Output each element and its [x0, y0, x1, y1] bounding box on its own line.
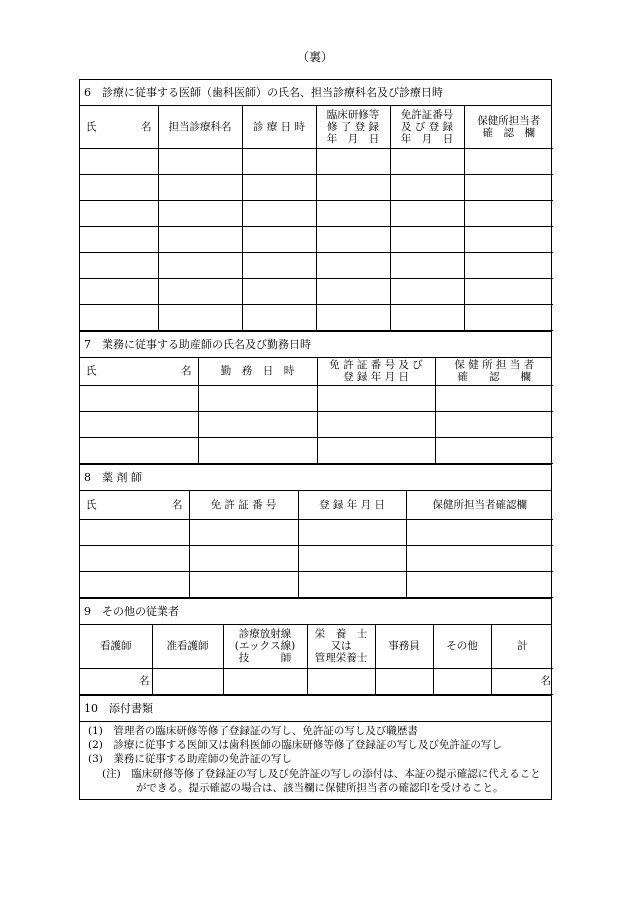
table-row — [80, 174, 553, 200]
cell-license[interactable] — [189, 545, 298, 571]
cell-health-check[interactable] — [406, 519, 553, 545]
unit-label: 名 — [540, 675, 551, 688]
cell-name[interactable] — [80, 278, 158, 304]
cell-schedule[interactable] — [242, 148, 316, 174]
cell-dept[interactable] — [158, 148, 242, 174]
cell-health-check[interactable] — [464, 252, 553, 278]
cell-license[interactable] — [390, 200, 464, 226]
count-xray-tech[interactable] — [223, 669, 307, 695]
table-row — [80, 545, 553, 571]
cell-name[interactable] — [80, 386, 198, 412]
cell-health-check[interactable] — [464, 278, 553, 304]
header-diet-line3: 管理栄養士 — [314, 652, 368, 665]
header-training-line1: 臨床研修等 — [326, 108, 380, 121]
header-total: 計 — [491, 625, 553, 669]
cell-training-date[interactable] — [316, 278, 390, 304]
cell-dept[interactable] — [158, 278, 242, 304]
header-dietitian — [307, 625, 375, 669]
cell-dept[interactable] — [158, 174, 242, 200]
cell-training-date[interactable] — [316, 200, 390, 226]
table-row — [80, 386, 553, 412]
cell-dept[interactable] — [158, 304, 242, 330]
header-diet-line2: 又は — [330, 640, 352, 653]
header-name: 氏 名 — [80, 358, 198, 386]
header-schedule: 診 療 日 時 — [242, 106, 316, 148]
table-row — [80, 519, 553, 545]
cell-license[interactable] — [390, 174, 464, 200]
header-hours: 勤 務 日 時 — [198, 358, 317, 386]
count-dietitian[interactable] — [307, 669, 375, 695]
cell-dept[interactable] — [158, 226, 242, 252]
cell-training-date[interactable] — [316, 252, 390, 278]
header-dept: 担当診療科名 — [158, 106, 242, 148]
header-reg-date: 登 録 年 月 日 — [298, 491, 406, 519]
header-health-check: 保健所担当者確認欄 — [406, 491, 553, 519]
section-midwives-title: 7 業務に従事する助産師の氏名及び勤務日時 — [80, 332, 551, 358]
cell-license[interactable] — [390, 278, 464, 304]
count-other[interactable] — [433, 669, 491, 695]
cell-health-check[interactable] — [406, 545, 553, 571]
cell-health-check[interactable] — [464, 148, 553, 174]
cell-reg-date[interactable] — [298, 545, 406, 571]
other-staff-table — [80, 625, 553, 696]
header-license-line3: 年 月 日 — [400, 132, 454, 145]
cell-hours[interactable] — [198, 438, 317, 464]
cell-name[interactable] — [80, 438, 198, 464]
header-training-date — [316, 106, 390, 148]
header-health-line2: 確 認 欄 — [482, 126, 535, 139]
header-license: 免 許 証 番 号 — [189, 491, 298, 519]
cell-name[interactable] — [80, 174, 158, 200]
header-xray-line2: (エックス線) — [234, 640, 296, 653]
header-other: その他 — [433, 625, 491, 669]
header-xray-tech — [223, 625, 307, 669]
cell-hours[interactable] — [198, 412, 317, 438]
form-frame — [79, 79, 552, 800]
header-license — [317, 358, 435, 386]
cell-health-check[interactable] — [435, 438, 553, 464]
header-training-line2: 修 了 登 録 — [326, 120, 379, 133]
pharmacists-table — [80, 491, 553, 598]
cell-name[interactable] — [80, 304, 158, 330]
header-name: 氏 名 — [80, 106, 158, 148]
cell-name[interactable] — [80, 252, 158, 278]
cell-schedule[interactable] — [242, 252, 316, 278]
count-assoc-nurse[interactable] — [152, 669, 223, 695]
cell-name[interactable] — [80, 412, 198, 438]
table-row — [80, 200, 553, 226]
cell-name[interactable] — [80, 200, 158, 226]
header-license-line1: 免 許 証 番 号 及 び — [329, 359, 423, 372]
cell-training-date[interactable] — [316, 304, 390, 330]
header-health-check — [464, 106, 553, 148]
cell-health-check[interactable] — [406, 571, 553, 597]
cell-health-check[interactable] — [464, 304, 553, 330]
table-row — [80, 304, 553, 330]
cell-schedule[interactable] — [242, 304, 316, 330]
cell-license[interactable] — [390, 226, 464, 252]
header-health-check — [435, 358, 553, 386]
header-clerk: 事務員 — [375, 625, 433, 669]
table-row — [80, 438, 553, 464]
header-diet-line1: 栄 養 士 — [314, 628, 368, 641]
header-health-line1: 保 健 所 担 当 者 — [454, 359, 535, 372]
cell-license[interactable] — [189, 571, 298, 597]
attachment-note: (注) 臨床研修等修了登録証の写し及び免許証の写しの添付は、本証の提示確認に代えることができる。提示確認の場合は、該当欄に保健所担当者の確認印を受けること。 — [102, 767, 541, 794]
section-attachments-title: 10 添付書類 — [80, 696, 551, 722]
cell-hours[interactable] — [198, 386, 317, 412]
header-health-line1: 保健所担当者 — [477, 114, 541, 127]
cell-training-date[interactable] — [316, 174, 390, 200]
section-doctors-title: 6 診療に従事する医師（歯科医師）の氏名、担当診療科名及び診療日時 — [80, 80, 551, 106]
cell-license[interactable] — [390, 252, 464, 278]
cell-health-check[interactable] — [464, 200, 553, 226]
attachment-item-2: (2) 診療に従事する医師又は歯科医師の臨床研修等修了登録証の写し及び免許証の写し — [88, 739, 502, 752]
table-row — [80, 669, 553, 695]
attachment-item-1: (1) 管理者の臨床研修等修了登録証の写し、免許証の写し及び職歴書 — [88, 725, 418, 737]
cell-name[interactable] — [80, 226, 158, 252]
count-clerk[interactable] — [375, 669, 433, 695]
cell-health-check[interactable] — [435, 386, 553, 412]
cell-schedule[interactable] — [242, 278, 316, 304]
section-midwives — [80, 332, 551, 466]
count-nurse[interactable] — [80, 669, 152, 695]
table-row — [80, 278, 553, 304]
cell-health-check[interactable] — [464, 226, 553, 252]
cell-license[interactable] — [317, 386, 435, 412]
cell-license[interactable] — [390, 304, 464, 330]
cell-dept[interactable] — [158, 252, 242, 278]
table-row — [80, 226, 553, 252]
cell-dept[interactable] — [158, 200, 242, 226]
header-assoc-nurse: 准看護師 — [152, 625, 223, 669]
cell-training-date[interactable] — [316, 226, 390, 252]
cell-reg-date[interactable] — [298, 571, 406, 597]
table-row — [80, 571, 553, 597]
cell-reg-date[interactable] — [298, 519, 406, 545]
cell-training-date[interactable] — [316, 148, 390, 174]
count-total[interactable] — [491, 669, 553, 695]
cell-schedule[interactable] — [242, 174, 316, 200]
cell-license[interactable] — [189, 519, 298, 545]
header-license — [390, 106, 464, 148]
attachments-list — [80, 722, 551, 799]
section-other-staff — [80, 599, 551, 697]
table-row — [80, 412, 553, 438]
header-xray-line3: 技 師 — [238, 652, 292, 665]
cell-health-check[interactable] — [464, 174, 553, 200]
doctors-table — [80, 106, 553, 331]
header-health-line2: 確 認 欄 — [457, 371, 531, 384]
midwives-table — [80, 358, 553, 465]
section-doctors — [80, 80, 551, 332]
section-other-staff-title: 9 その他の従業者 — [80, 599, 551, 625]
attachment-item-3: (3) 業務に従事する助産師の免許証の写し — [88, 753, 292, 766]
cell-license[interactable] — [317, 438, 435, 464]
cell-health-check[interactable] — [435, 412, 553, 438]
header-nurse: 看護師 — [80, 625, 152, 669]
page-title: （裏） — [296, 50, 333, 64]
cell-schedule[interactable] — [242, 200, 316, 226]
header-xray-line1: 診療放射線 — [238, 628, 292, 641]
cell-license[interactable] — [317, 412, 435, 438]
header-name: 氏 名 — [80, 491, 189, 519]
cell-name[interactable] — [80, 519, 189, 545]
table-row — [80, 148, 553, 174]
section-attachments — [80, 696, 551, 799]
cell-name[interactable] — [80, 571, 189, 597]
cell-name[interactable] — [80, 148, 158, 174]
section-pharmacists — [80, 465, 551, 599]
cell-name[interactable] — [80, 545, 189, 571]
cell-schedule[interactable] — [242, 226, 316, 252]
unit-label: 名 — [139, 675, 150, 688]
header-license-line1: 免許証番号 — [400, 108, 454, 121]
table-row — [80, 252, 553, 278]
section-pharmacists-title: 8 薬 剤 師 — [80, 465, 551, 491]
header-license-line2: 及 び 登 録 — [400, 120, 453, 133]
header-training-line3: 年 月 日 — [326, 132, 380, 145]
cell-license[interactable] — [390, 148, 464, 174]
header-license-line2: 登 録 年 月 日 — [343, 371, 409, 384]
